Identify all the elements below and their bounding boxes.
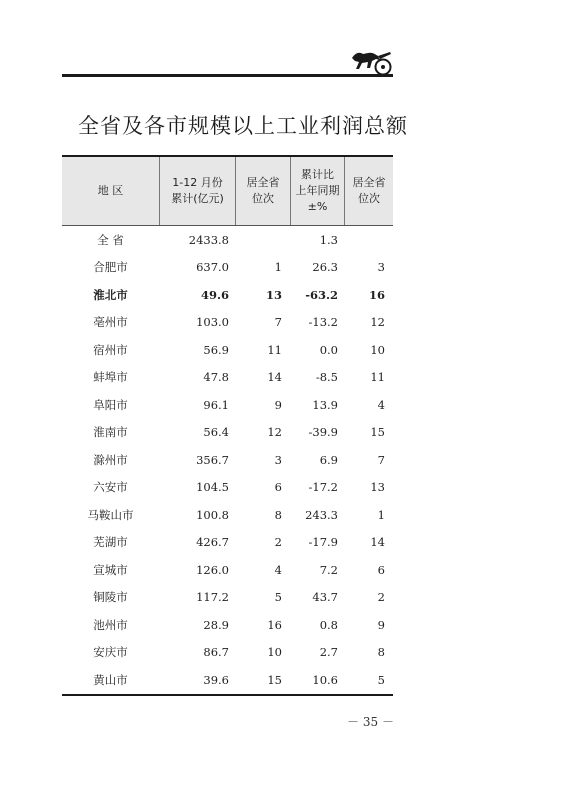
cell-rank1: 2: [274, 535, 282, 550]
cell-rank1: 10: [267, 645, 282, 660]
cell-rank2: 6: [377, 562, 385, 577]
cell-region: 淮南市: [93, 425, 128, 440]
cell-rank1: 14: [267, 370, 282, 385]
header-cumulative: 1-12 月份 累计(亿元): [159, 157, 235, 225]
cell-rank2: 11: [370, 370, 385, 385]
cell-growth: -17.9: [308, 535, 338, 550]
cell-rank2: 12: [370, 315, 385, 330]
table-row: [62, 254, 393, 282]
cell-region: 池州市: [93, 617, 128, 632]
cell-region: 阜阳市: [93, 397, 128, 412]
header-rank2: 居全省 位次: [344, 157, 393, 225]
cell-rank1: 4: [274, 562, 282, 577]
cell-value: 103.0: [196, 315, 229, 330]
cell-growth: 0.0: [319, 342, 338, 357]
cell-rank2: 7: [377, 452, 385, 467]
cell-rank2: 8: [377, 645, 385, 660]
cell-rank1: 5: [274, 590, 282, 605]
cell-value: 637.0: [196, 260, 229, 275]
cell-region: 芜湖市: [93, 535, 128, 550]
cell-growth: -8.5: [315, 370, 338, 385]
cell-rank2: 16: [368, 287, 385, 302]
cell-growth: -63.2: [305, 287, 338, 302]
cell-growth: -17.2: [308, 480, 338, 495]
cell-rank2: 2: [377, 590, 385, 605]
cell-growth: 13.9: [312, 397, 338, 412]
cell-rank1: 9: [274, 397, 282, 412]
horse-chariot-logo-icon: [350, 44, 394, 76]
table-row: [62, 309, 393, 337]
cell-value: 126.0: [196, 562, 229, 577]
page-title: 全省及各市规模以上工业利润总额: [78, 114, 408, 138]
cell-rank2: 1: [377, 507, 385, 522]
cell-growth: 0.8: [319, 617, 338, 632]
cell-region: 六安市: [93, 480, 128, 495]
table-row: [62, 446, 393, 474]
cell-value: 47.8: [203, 370, 229, 385]
cell-value: 117.2: [196, 590, 229, 605]
cell-region: 合肥市: [93, 260, 128, 275]
cell-growth: -13.2: [308, 315, 338, 330]
cell-growth: 1.3: [319, 232, 338, 247]
header-region: 地 区: [97, 184, 124, 197]
cell-rank1: 11: [267, 342, 282, 357]
cell-region: 滁州市: [93, 452, 128, 467]
cell-region: 宣城市: [93, 562, 128, 577]
cell-rank2: 5: [377, 672, 385, 687]
cell-rank2: 3: [377, 260, 385, 275]
table-row: [62, 281, 393, 309]
cell-growth: 243.3: [305, 507, 338, 522]
cell-rank2: 10: [370, 342, 385, 357]
cell-growth: 2.7: [319, 645, 338, 660]
table-row: [62, 419, 393, 447]
cell-value: 56.9: [203, 342, 229, 357]
cell-rank1: 1: [274, 260, 282, 275]
cell-region: 全 省: [97, 232, 124, 247]
cell-rank2: 14: [370, 535, 385, 550]
page-number: － 35 －: [347, 715, 394, 729]
cell-growth: 26.3: [312, 260, 338, 275]
cell-rank1: 3: [274, 452, 282, 467]
profit-table: [62, 155, 393, 696]
cell-value: 426.7: [196, 535, 229, 550]
table-row: [62, 474, 393, 502]
cell-rank1: 15: [267, 672, 282, 687]
cell-value: 2433.8: [188, 232, 229, 247]
table-row: [62, 364, 393, 392]
cell-rank1: 12: [267, 425, 282, 440]
table-row: [62, 501, 393, 529]
cell-growth: 10.6: [312, 672, 338, 687]
cell-region: 宿州市: [93, 342, 128, 357]
cell-rank1: 16: [267, 617, 282, 632]
cell-growth: 6.9: [319, 452, 338, 467]
table-row: [62, 336, 393, 364]
cell-rank1: 8: [274, 507, 282, 522]
cell-rank1: 13: [265, 287, 282, 302]
cell-region: 马鞍山市: [87, 507, 134, 522]
cell-growth: -39.9: [308, 425, 338, 440]
cell-rank2: 13: [370, 480, 385, 495]
header-rule: [62, 74, 393, 77]
cell-region: 亳州市: [93, 315, 128, 330]
cell-region: 安庆市: [93, 645, 128, 660]
cell-value: 96.1: [203, 397, 229, 412]
table-row: [62, 556, 393, 584]
cell-growth: 43.7: [312, 590, 338, 605]
cell-value: 104.5: [196, 480, 229, 495]
table-row: [62, 226, 393, 254]
cell-region: 淮北市: [93, 287, 128, 302]
cell-region: 黄山市: [93, 672, 128, 687]
cell-value: 356.7: [196, 452, 229, 467]
cell-value: 39.6: [203, 672, 229, 687]
table-row: [62, 391, 393, 419]
cell-region: 铜陵市: [93, 590, 128, 605]
table-row: [62, 639, 393, 667]
cell-growth: 7.2: [319, 562, 338, 577]
table-row: [62, 611, 393, 639]
cell-value: 56.4: [203, 425, 229, 440]
table-row: [62, 529, 393, 557]
cell-rank1: 7: [274, 315, 282, 330]
table-row: [62, 584, 393, 612]
cell-rank1: 6: [274, 480, 282, 495]
cell-rank2: 4: [377, 397, 385, 412]
header-growth: 累计比 上年同期 ±%: [290, 157, 344, 225]
table-header: [62, 155, 393, 226]
table-body: [62, 226, 393, 696]
header-rank1: 居全省 位次: [235, 157, 290, 225]
cell-value: 100.8: [196, 507, 229, 522]
cell-value: 28.9: [203, 617, 229, 632]
table-row: [62, 666, 393, 694]
cell-rank2: 9: [377, 617, 385, 632]
cell-value: 86.7: [203, 645, 229, 660]
cell-value: 49.6: [200, 287, 229, 302]
cell-region: 蚌埠市: [93, 370, 128, 385]
cell-rank2: 15: [370, 425, 385, 440]
